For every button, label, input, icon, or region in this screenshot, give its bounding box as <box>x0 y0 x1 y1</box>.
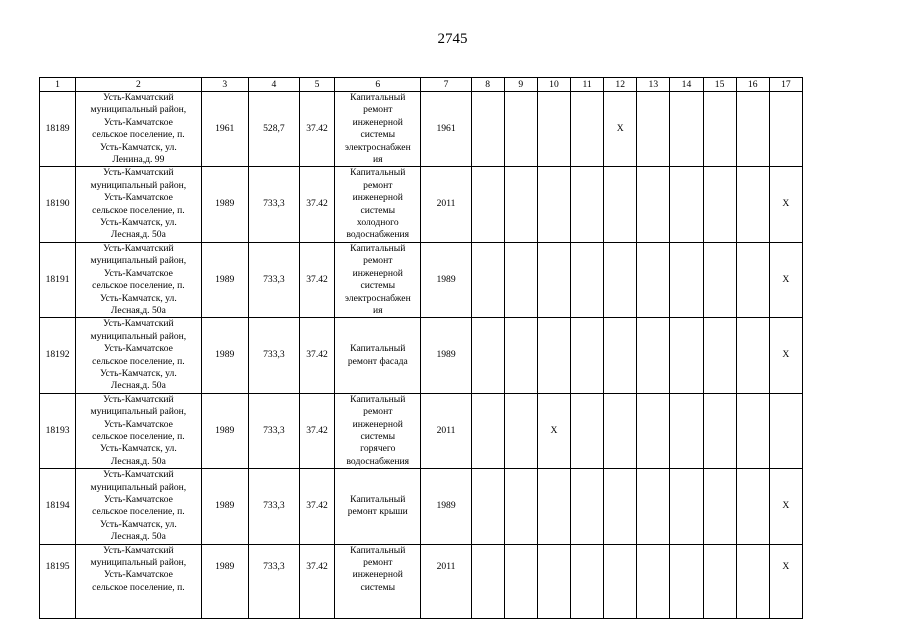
work-line: инженерной <box>352 116 403 128</box>
address-line: Ленина,д. 99 <box>112 154 165 166</box>
mark-cell-col-8 <box>471 167 504 242</box>
mark-cell-col-14 <box>670 242 703 317</box>
work-line: Капитальный <box>350 92 406 103</box>
address-cell <box>76 242 201 317</box>
mark-cell-col-13 <box>637 242 670 317</box>
address-line: Усть-Камчатск, ул. <box>100 217 177 229</box>
record-id-cell: 18192 <box>40 318 76 393</box>
address-line: Лесная,д. 50а <box>110 455 166 467</box>
address-line: сельское поселение, п. <box>92 129 185 141</box>
mark-cell-col-16 <box>736 242 769 317</box>
year-built-cell: 1961 <box>201 92 248 167</box>
address-line: Усть-Камчатское <box>103 267 173 279</box>
registry-table <box>39 77 803 619</box>
record-id-cell: 18189 <box>40 92 76 167</box>
column-header-7: 7 <box>421 78 471 92</box>
work-line: Капитальный <box>350 494 406 505</box>
year-cell: 2011 <box>421 544 471 618</box>
mark-cell-col-10 <box>537 242 570 317</box>
mark-cell-col-8 <box>471 469 504 544</box>
work-type-cell <box>335 92 421 167</box>
work-line: водоснабжения <box>346 455 410 467</box>
page-number: 2745 <box>437 31 468 47</box>
address-cell <box>76 469 201 544</box>
year-built-cell: 1989 <box>201 469 248 544</box>
mark-cell-col-15 <box>703 469 736 544</box>
column-header-5: 5 <box>299 78 334 92</box>
column-header-4: 4 <box>248 78 299 92</box>
mark-cell-col-17: X <box>769 544 802 618</box>
mark-cell-col-8 <box>471 544 504 618</box>
code-cell: 37.42 <box>299 469 334 544</box>
address-line: Усть-Камчатский <box>103 544 174 556</box>
table-row <box>40 393 803 468</box>
work-line: инженерной <box>352 192 403 204</box>
mark-cell-col-8 <box>471 92 504 167</box>
column-header-14: 14 <box>670 78 703 92</box>
mark-cell-col-17 <box>769 393 802 468</box>
mark-cell-col-11 <box>571 469 604 544</box>
mark-cell-col-16 <box>736 393 769 468</box>
mark-cell-col-15 <box>703 167 736 242</box>
column-header-3: 3 <box>201 78 248 92</box>
mark-cell-col-10 <box>537 92 570 167</box>
address-line: сельское поселение, п. <box>92 280 185 292</box>
work-line: системы <box>360 204 396 216</box>
mark-cell-col-9 <box>504 167 537 242</box>
address-line: Усть-Камчатское <box>103 343 173 355</box>
year-built-cell: 1989 <box>201 318 248 393</box>
address-line: Усть-Камчатское <box>103 192 173 204</box>
address-cell <box>76 92 201 167</box>
work-type-cell <box>335 242 421 317</box>
mark-cell-col-9 <box>504 92 537 167</box>
column-header-16: 16 <box>736 78 769 92</box>
mark-cell-col-12 <box>604 469 637 544</box>
work-line: Капитальный <box>350 544 406 556</box>
mark-cell-col-11 <box>571 544 604 618</box>
mark-cell-col-15 <box>703 242 736 317</box>
code-cell: 37.42 <box>299 92 334 167</box>
column-header-13: 13 <box>637 78 670 92</box>
area-cell: 733,3 <box>248 242 299 317</box>
mark-cell-col-16 <box>736 92 769 167</box>
work-line: Капитальный <box>350 343 406 355</box>
table-row <box>40 544 803 618</box>
address-line: Усть-Камчатск, ул. <box>100 367 177 379</box>
mark-cell-col-13 <box>637 544 670 618</box>
address-line: муниципальный район, <box>90 406 187 418</box>
work-line: Капитальный <box>350 242 406 254</box>
address-line: Усть-Камчатское <box>103 569 173 581</box>
column-header-17: 17 <box>769 78 802 92</box>
address-line: муниципальный район, <box>90 557 187 569</box>
work-line: системы <box>360 430 396 442</box>
work-line: Капитальный <box>350 393 406 405</box>
area-cell: 733,3 <box>248 544 299 618</box>
mark-cell-col-11 <box>571 92 604 167</box>
work-type-cell <box>335 469 421 544</box>
mark-cell-col-13 <box>637 92 670 167</box>
address-line: Лесная,д. 50а <box>110 380 166 392</box>
mark-cell-col-12 <box>604 544 637 618</box>
work-line: системы <box>360 129 396 141</box>
address-line: муниципальный район, <box>90 330 187 342</box>
mark-cell-col-9 <box>504 242 537 317</box>
address-line: Усть-Камчатский <box>103 393 174 405</box>
address-line: Усть-Камчатский <box>103 469 174 481</box>
code-cell: 37.42 <box>299 544 334 618</box>
address-line: сельское поселение, п. <box>92 430 185 442</box>
address-line: Усть-Камчатский <box>103 92 174 103</box>
table-row <box>40 469 803 544</box>
address-line: Усть-Камчатский <box>103 318 174 330</box>
work-line: водоснабжения <box>346 229 410 241</box>
record-id-cell: 18195 <box>40 544 76 618</box>
area-cell: 528,7 <box>248 92 299 167</box>
year-built-cell: 1989 <box>201 242 248 317</box>
address-cell <box>76 393 201 468</box>
work-line: ремонт <box>363 179 393 191</box>
address-line: муниципальный район, <box>90 255 187 267</box>
work-line: системы <box>360 280 396 292</box>
address-line: муниципальный район, <box>90 104 187 116</box>
mark-cell-col-10: X <box>537 393 570 468</box>
address-cell <box>76 318 201 393</box>
mark-cell-col-10 <box>537 544 570 618</box>
mark-cell-col-13 <box>637 167 670 242</box>
work-type-cell <box>335 393 421 468</box>
year-cell: 1989 <box>421 242 471 317</box>
column-header-11: 11 <box>571 78 604 92</box>
mark-cell-col-15 <box>703 544 736 618</box>
record-id-cell: 18194 <box>40 469 76 544</box>
address-line: Усть-Камчатск, ул. <box>100 443 177 455</box>
work-type-cell <box>335 544 421 618</box>
mark-cell-col-13 <box>637 469 670 544</box>
year-built-cell: 1989 <box>201 393 248 468</box>
address-line: сельское поселение, п. <box>92 581 185 593</box>
work-line: электроснабжен <box>344 292 411 304</box>
mark-cell-col-14 <box>670 167 703 242</box>
header-row <box>40 78 803 92</box>
year-cell: 2011 <box>421 393 471 468</box>
table-body <box>40 92 803 619</box>
table-header <box>40 78 803 92</box>
address-line: Усть-Камчатск, ул. <box>100 518 177 530</box>
work-line: электроснабжен <box>344 141 411 153</box>
address-line: сельское поселение, п. <box>92 355 185 367</box>
year-cell: 1961 <box>421 92 471 167</box>
address-line: Усть-Камчатский <box>103 167 174 179</box>
work-line: ия <box>372 304 383 316</box>
address-line: Усть-Камчатский <box>103 242 174 254</box>
work-line: ремонт <box>363 557 393 569</box>
mark-cell-col-12 <box>604 318 637 393</box>
address-line: Усть-Камчатское <box>103 494 173 505</box>
column-header-9: 9 <box>504 78 537 92</box>
record-id-cell: 18190 <box>40 167 76 242</box>
work-line: ремонт <box>363 255 393 267</box>
column-header-2: 2 <box>76 78 201 92</box>
work-line: ремонт фасада <box>347 355 408 367</box>
year-built-cell: 1989 <box>201 167 248 242</box>
address-cell <box>76 544 201 618</box>
address-line: Лесная,д. 50а <box>110 229 166 241</box>
mark-cell-col-9 <box>504 469 537 544</box>
mark-cell-col-12 <box>604 393 637 468</box>
mark-cell-col-12 <box>604 167 637 242</box>
mark-cell-col-15 <box>703 393 736 468</box>
mark-cell-col-12: X <box>604 92 637 167</box>
code-cell: 37.42 <box>299 318 334 393</box>
work-line: системы <box>360 581 396 593</box>
work-line: ия <box>372 154 383 166</box>
mark-cell-col-11 <box>571 318 604 393</box>
year-cell: 2011 <box>421 167 471 242</box>
column-header-10: 10 <box>537 78 570 92</box>
mark-cell-col-13 <box>637 393 670 468</box>
year-cell: 1989 <box>421 318 471 393</box>
column-header-6: 6 <box>335 78 421 92</box>
address-line: сельское поселение, п. <box>92 204 185 216</box>
mark-cell-col-15 <box>703 318 736 393</box>
mark-cell-col-13 <box>637 318 670 393</box>
work-line: инженерной <box>352 569 403 581</box>
address-line: Усть-Камчатск, ул. <box>100 292 177 304</box>
work-line: Капитальный <box>350 167 406 179</box>
code-cell: 37.42 <box>299 167 334 242</box>
column-header-1: 1 <box>40 78 76 92</box>
mark-cell-col-9 <box>504 318 537 393</box>
record-id-cell: 18193 <box>40 393 76 468</box>
work-type-cell <box>335 167 421 242</box>
address-line: муниципальный район, <box>90 179 187 191</box>
code-cell: 37.42 <box>299 242 334 317</box>
mark-cell-col-9 <box>504 393 537 468</box>
mark-cell-col-17: X <box>769 469 802 544</box>
mark-cell-col-14 <box>670 544 703 618</box>
work-line: инженерной <box>352 418 403 430</box>
column-header-12: 12 <box>604 78 637 92</box>
mark-cell-col-17: X <box>769 318 802 393</box>
mark-cell-col-14 <box>670 393 703 468</box>
code-cell: 37.42 <box>299 393 334 468</box>
year-built-cell: 1989 <box>201 544 248 618</box>
mark-cell-col-11 <box>571 167 604 242</box>
mark-cell-col-11 <box>571 242 604 317</box>
column-header-15: 15 <box>703 78 736 92</box>
area-cell: 733,3 <box>248 167 299 242</box>
work-line: горячего <box>360 443 396 455</box>
mark-cell-col-16 <box>736 167 769 242</box>
area-cell: 733,3 <box>248 318 299 393</box>
mark-cell-col-9 <box>504 544 537 618</box>
work-line: ремонт <box>363 104 393 116</box>
mark-cell-col-16 <box>736 318 769 393</box>
work-line: инженерной <box>352 267 403 279</box>
column-header-8: 8 <box>471 78 504 92</box>
address-cell <box>76 167 201 242</box>
table-row <box>40 167 803 242</box>
mark-cell-col-10 <box>537 469 570 544</box>
mark-cell-col-11 <box>571 393 604 468</box>
mark-cell-col-16 <box>736 469 769 544</box>
mark-cell-col-8 <box>471 318 504 393</box>
mark-cell-col-8 <box>471 393 504 468</box>
work-line: ремонт <box>363 406 393 418</box>
mark-cell-col-8 <box>471 242 504 317</box>
mark-cell-col-14 <box>670 469 703 544</box>
work-line: холодного <box>356 217 399 229</box>
address-line: Лесная,д. 50а <box>110 304 166 316</box>
address-line: Лесная,д. 50а <box>110 531 166 543</box>
address-line: сельское поселение, п. <box>92 506 185 518</box>
work-type-cell <box>335 318 421 393</box>
mark-cell-col-15 <box>703 92 736 167</box>
area-cell: 733,3 <box>248 393 299 468</box>
table-row <box>40 242 803 317</box>
area-cell: 733,3 <box>248 469 299 544</box>
mark-cell-col-17 <box>769 92 802 167</box>
address-line: муниципальный район, <box>90 481 187 493</box>
mark-cell-col-14 <box>670 92 703 167</box>
address-line: Усть-Камчатск, ул. <box>100 141 177 153</box>
mark-cell-col-17: X <box>769 167 802 242</box>
mark-cell-col-16 <box>736 544 769 618</box>
mark-cell-col-12 <box>604 242 637 317</box>
address-line: Усть-Камчатское <box>103 418 173 430</box>
table-row <box>40 92 803 167</box>
mark-cell-col-14 <box>670 318 703 393</box>
mark-cell-col-10 <box>537 167 570 242</box>
address-line: Усть-Камчатское <box>103 116 173 128</box>
year-cell: 1989 <box>421 469 471 544</box>
work-line: ремонт крыши <box>347 506 408 518</box>
mark-cell-col-10 <box>537 318 570 393</box>
record-id-cell: 18191 <box>40 242 76 317</box>
mark-cell-col-17: X <box>769 242 802 317</box>
table-row <box>40 318 803 393</box>
